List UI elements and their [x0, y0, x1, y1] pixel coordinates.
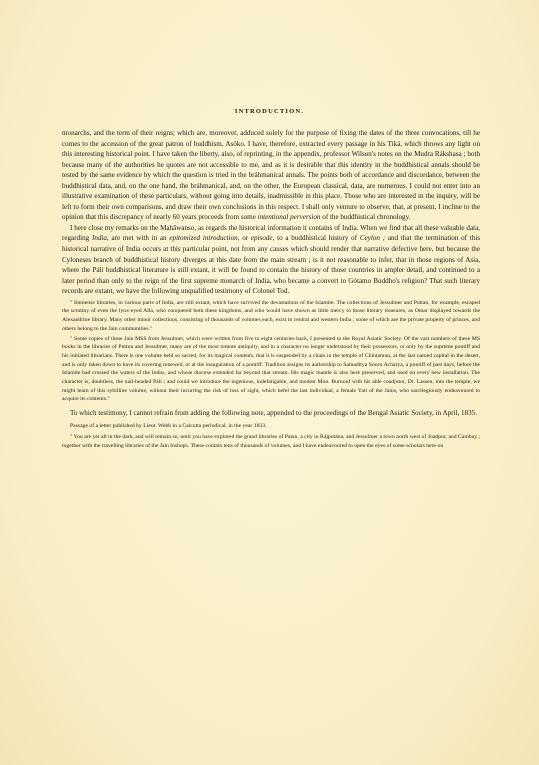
running-header: INTRODUCTION.: [234, 108, 305, 115]
paragraph-3: To which testimony, I cannot refrain from adding the following note, appended to the proceedings of the Bengal Asiatic Society, in April, 1835.: [70, 409, 477, 418]
page-body: [62, 128, 480, 451]
paragraph-2: I here close my remarks on the Mahāwanso, as regards the historical information it contains of India. When we find that all these valuable data, regarding India, are met with in an epitomized introduction, or episode, to a buddhistical history of Ceylon ; and that the termination of this historical narrative of India occurs at this particular point, not from any causes which should render that narrative defective here, but because the Cyloneses branch of buddhistical history diverges at this date from the main stream ; is it not reasonable to infer, that in those regions of Asia, where the Páli buddhistical literature is still extant, it will be found to contain the history of those countries in ampler detail, and continued to a later period than only to the reign of the first supreme monarch of India, who became a convert to Gótamo Buddho's religion? That such literary records are extant, we have the following unqualified testimony of Colonel Tod.: [62, 223, 481, 296]
quotation-1: " Immense libraries, in various parts of India, are still extant, which have survived the devastations of the Islamite. The collections of Jessulmer and Puttan, for example, escaped the scrutiny of even the lynx-eyed Alla, who conquered both these kingdoms, and who would have shown as little mercy to those literary treasures, as Omar displayed towards the Alexandrine library. Many other minor collections, consisting of thousands of volumes each, exist in central and western India ; some of which are the private property of princes, and others belong to the Jain communities.": [62, 299, 480, 332]
paragraph-1: monarchs, and the term of their reigns; which are, moreover, adduced solely for the purpose of fixing the dates of the three convocations, till he comes to the accession of the great patron of buddhism, Asóko. I have, therefore, extracted every passage in his Tiká, which throws any light on this interesting historical point. I have taken the liberty, also, of reprinting, in the appendix, professor Wilson's notes on the Mudra Rákshasa ; both because many of the authorities he quotes are not accessible to me, and as it is desirable that this identity in the buddhistical annals should be tested by the same evidence by which the question is tried in the bráhmanical annals. The points both of accordance and discordance, between the buddhistical data, and, on the one hand, the bráhmanical, and, on the other, the European classical, data, are numerous. I could not enter into an illustrative examination of these particulars, without going into details, inadmissible in this place. Those who are interested in the inquiry, will be left to form their own comparisons, and draw their own conclusions in this respect. I shall only venture to observe, that, at present, I incline to the opinion that this discrepancy of nearly 60 years proceeds from some intentional perversion of the buddhistical chronology.: [62, 129, 480, 222]
quotation-2: " Some copies of these Jain MSS from Jessulmer, which were written from five to eight centuries back, I presented to the Royal Asiatic Society. Of the vast numbers of these MS books in the libraries of Puttun and Jessulmer, many are of the most remote antiquity, and in a character no longer understood by their possessors, or only by the supreme pontiff and his initiated librarians. There is one volume held so sacred, for its magical contents, that it is suspended by a chain in the temple of Chintamun, at the last named capital in the desert, and is only taken down to have its covering renewed, or at the inauguration of a pontiff. Tradition assigns its authorship to Samaditya Sooru Acharya, a pontiff of past days, before the Islamite had crossed the waters of the Indus, and whose diocese extended far beyond that stream. His magic mantle is also here preserved, and used on every new installation. The character is, doubtless, the nail-headed Páli ; and could we introduce the ingenious, indefatigable, and modest Mon. Burnouf with his able coadjutor, Dr. Lassen, into the temple, we might learn of this sybilline volume, without their incurring the risk of loss of sight, which befel the last individual, a female Yati of the Jains, who sacrilegiously endeavoured to acquire its contents.": [62, 335, 480, 403]
quotation-3: " You are yet all in the dark, and will remain so, until you have explored the grand libraries of Patan, a city in Rájputána, and Jessulmer a town north west of Joadpur, and Cambay ; together with the travelling libraries of the Jain bishops. These contain tens of thousands of volumes, and I have endeavoured to open the eyes of some scholars here on: [62, 434, 480, 450]
passage-note: Passage of a letter published by Lieut. Webb in a Calcutta periodical, in the year 1833.: [70, 422, 267, 429]
